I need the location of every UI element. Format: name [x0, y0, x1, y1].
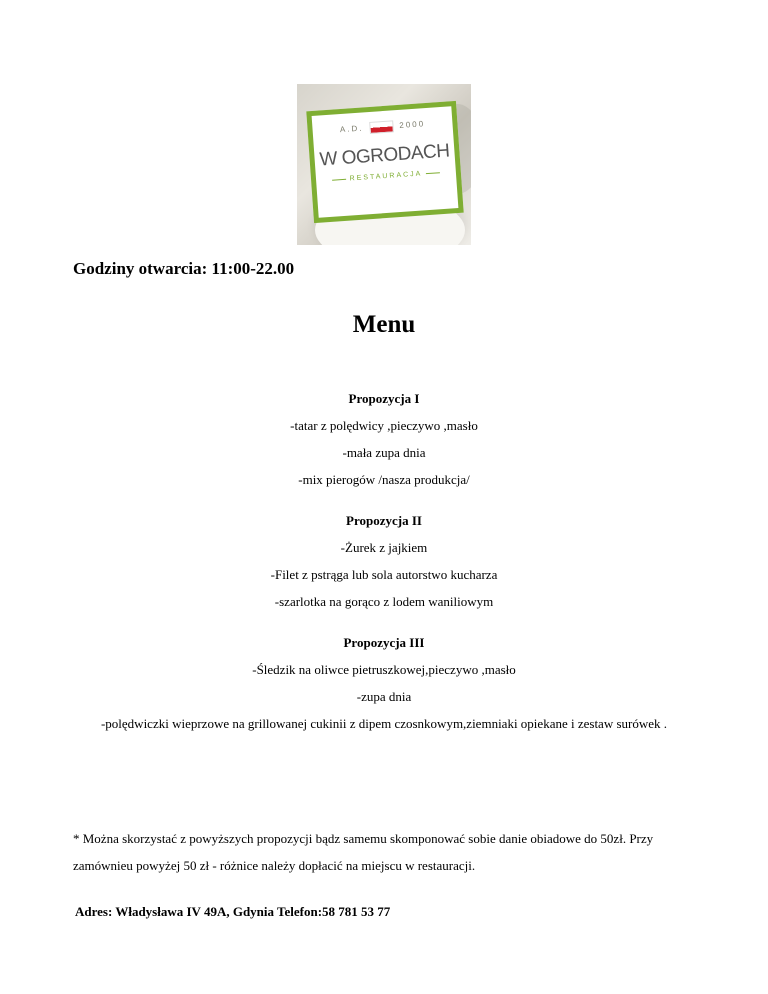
menu-item: -Filet z pstrąga lub sola autorstwo kucharza — [270, 567, 498, 582]
menu-item: -tatar z polędwicy ,pieczywo ,masło — [290, 418, 478, 433]
proposition-2 — [0, 507, 768, 615]
logo-ad-left: A.D. — [339, 123, 364, 135]
menu-item: -polędwiczki wieprzowe na grillowanej cukinii z dipem czosnkowym,ziemniaki opiekane i zestaw surówek . — [100, 716, 668, 731]
poland-flag-icon — [369, 120, 394, 134]
logo-ad-line — [312, 116, 452, 138]
menu-item: -mała zupa dnia — [342, 445, 426, 460]
menu-item: -Żurek z jajkiem — [340, 540, 428, 555]
menu-title: Menu — [352, 311, 416, 338]
menu-item: -szarlotka na gorąco z lodem waniliowym — [274, 594, 494, 609]
proposition-1 — [0, 385, 768, 493]
proposition-3 — [0, 629, 768, 737]
logo-frame — [306, 101, 463, 223]
opening-hours: Godziny otwarcia: 11:00-22.00 — [73, 259, 295, 278]
menu-item: -mix pierogów /nasza produkcja/ — [298, 472, 470, 487]
menu-item: -zupa dnia — [356, 689, 412, 704]
logo-subtitle: RESTAURACJA — [316, 168, 456, 185]
proposition-name: Propozycja I — [348, 391, 420, 406]
proposition-name: Propozycja III — [343, 635, 425, 650]
logo-brand: W OGRODACH — [318, 140, 451, 171]
proposition-name: Propozycja II — [346, 513, 422, 528]
logo-ad-right: 2000 — [399, 119, 426, 131]
restaurant-logo — [297, 84, 471, 245]
price-note: * Można skorzystać z powyższych propozycji bądz samemu skomponować sobie danie obiadowe do 50zł. Przy zamównieu powyżej 50 zł - różnice należy dopłacić na miejscu w restauracji. — [73, 831, 654, 873]
address-phone: Adres: Władysława IV 49A, Gdynia Telefon:58 781 53 77 — [75, 904, 391, 919]
menu-item: -Śledzik na oliwce pietruszkowej,pieczywo ,masło — [252, 662, 516, 677]
